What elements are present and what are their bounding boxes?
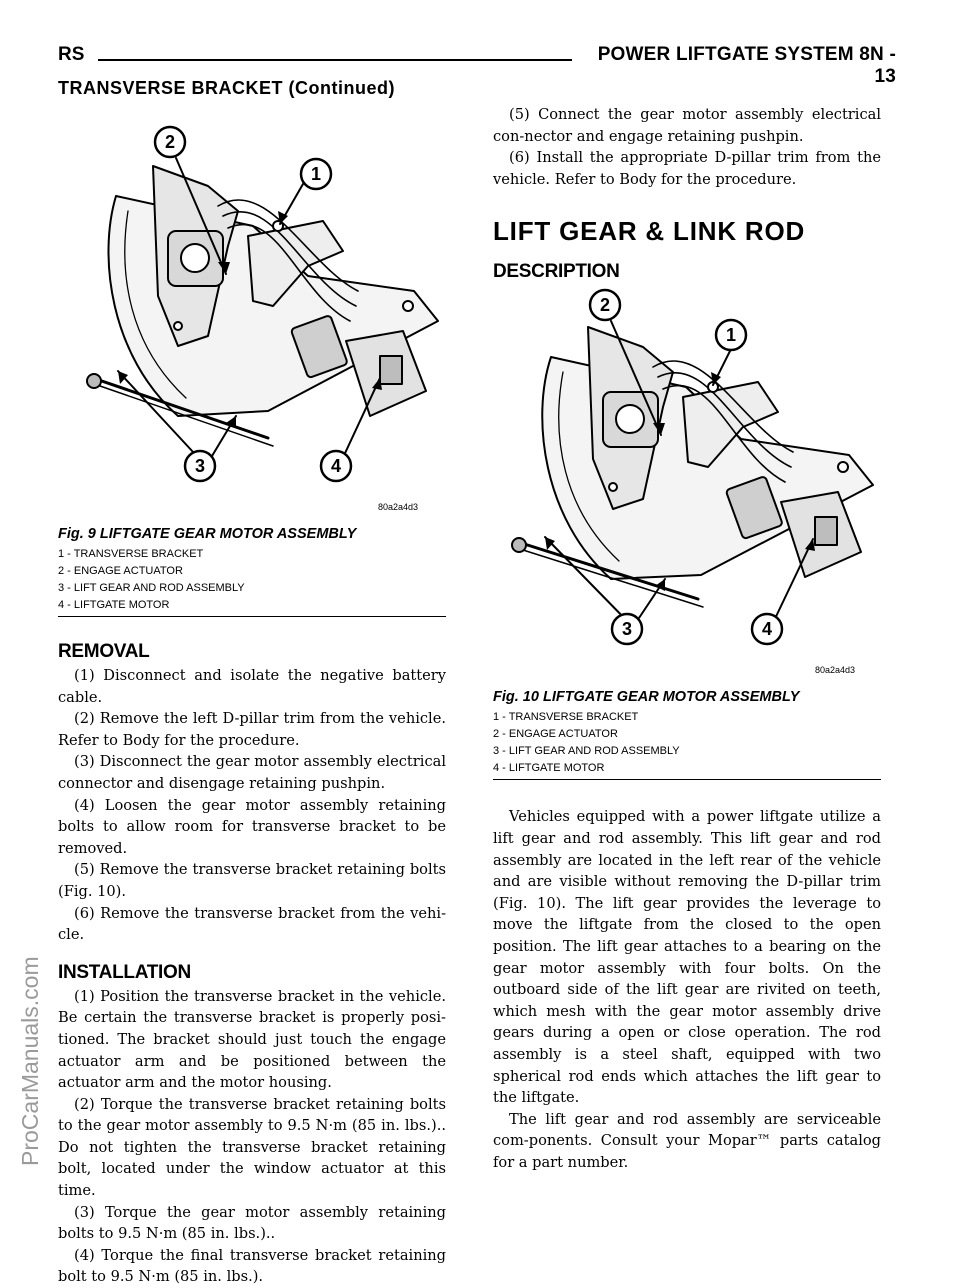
callout-2-label-fig10: 2 <box>599 295 611 316</box>
installation-step-continued: (6) Install the appropriate D-pillar trim from the vehicle. Refer to Body for the procedure. <box>493 149 881 188</box>
watermark-text: ProCarManuals.com <box>17 956 43 1166</box>
removal-heading: REMOVAL <box>58 641 150 662</box>
removal-step: (5) Remove the transverse bracket retaining bolts (Fig. 10). <box>58 861 446 900</box>
header-rule <box>98 59 572 61</box>
installation-step: (3) Torque the gear motor assembly retaining bolts to 9.5 N·m (85 in. lbs.).. <box>58 1203 446 1243</box>
callout-4-label-fig9: 4 <box>330 456 342 476</box>
installation-step: (4) Torque the final transverse bracket retaining bolt to 9.5 N·m (85 in. lbs.). <box>58 1246 446 1286</box>
legend-item: 1 - TRANSVERSE BRACKET <box>493 711 639 724</box>
removal-steps <box>58 665 446 946</box>
figure-code-fig10: 80a2a4d3 <box>815 665 856 676</box>
figure-9-rule <box>58 616 446 617</box>
gear-motor-illustration-fig9 <box>58 116 446 524</box>
legend-item: 1 - TRANSVERSE BRACKET <box>58 548 204 560</box>
figure-10-title: Fig. 10 LIFTGATE GEAR MOTOR ASSEMBLY <box>493 689 800 706</box>
continued-heading: TRANSVERSE BRACKET (Continued) <box>58 78 395 98</box>
description-paragraph: The lift gear and rod assembly are serviceable com-ponents. Consult your Mopar™ parts catalog for a part number. <box>493 1110 881 1171</box>
left-column <box>58 116 446 1288</box>
description-heading: DESCRIPTION <box>493 261 620 283</box>
removal-step: (3) Disconnect the gear motor assembly electrical connector and disengage retaining pushpin. <box>58 753 446 792</box>
callout-4-label-fig10: 4 <box>761 619 773 640</box>
removal-step: (6) Remove the transverse bracket from the vehi-cle. <box>58 904 446 944</box>
right-column <box>493 104 881 1173</box>
installation-heading: INSTALLATION <box>58 961 191 983</box>
installation-steps <box>58 986 446 1288</box>
legend-item: 2 - ENGAGE ACTUATOR <box>493 728 618 741</box>
callout-3-label-fig9: 3 <box>194 456 206 476</box>
callout-1-label-fig10: 1 <box>725 325 737 346</box>
header-section-code: RS <box>58 44 85 65</box>
figure-10-rule <box>493 779 881 780</box>
legend-item: 2 - ENGAGE ACTUATOR <box>58 565 183 577</box>
figure-10-legend <box>493 709 881 777</box>
watermark <box>8 610 48 1170</box>
figure-9-legend <box>58 546 446 614</box>
figure-10 <box>493 287 881 780</box>
callout-3-label-fig10: 3 <box>621 619 633 640</box>
header-title: POWER LIFTGATE SYSTEM 8N - 13 <box>597 44 896 87</box>
legend-item: 3 - LIFT GEAR AND ROD ASSEMBLY <box>493 745 680 758</box>
lift-gear-title: LIFT GEAR & LINK ROD <box>493 216 806 247</box>
removal-step: (4) Loosen the gear motor assembly retaining bolts to allow room for transverse bracket to be removed. <box>58 796 446 857</box>
installation-step: (1) Position the transverse bracket in the vehicle. Be certain the transverse bracket is properly posi-tioned. The bracket should just touch the engage actuator arm and be positioned between the actuator arm and the motor housing. <box>58 987 446 1092</box>
installation-step-continued: (5) Connect the gear motor assembly electrical con-nector and engage retaining pushpin. <box>493 106 881 145</box>
figure-code-fig9: 80a2a4d3 <box>378 502 419 512</box>
description-paragraph: Vehicles equipped with a power liftgate utilize a lift gear and rod assembly. This lift gear and rod assembly are located in the left rear of the vehicle and are visible without removing the D-pillar trim (Fig. 10). The lift gear provides the leverage to move the liftgate from the closed to the open position. The lift gear attaches to a bearing on the gear motor assembly with four bolts. On the outboard side of the lift gear are rivited on teeth, which mesh with the gear motor assembly drive gears during a open or close operation. The rod assembly is a steel shaft, equipped with two spherical rod ends which attaches the lift gear to the liftgate. <box>493 808 881 1107</box>
figure-9-title: Fig. 9 LIFTGATE GEAR MOTOR ASSEMBLY <box>58 526 357 542</box>
legend-item: 4 - LIFTGATE MOTOR <box>58 599 170 611</box>
installation-step: (2) Torque the transverse bracket retaining bolts to the gear motor assembly to 9.5 N·m (85 in. lbs.).. Do not tighten the transverse bracket retaining bolt, located under the window actuator at this time. <box>58 1095 446 1200</box>
gear-motor-illustration-fig10 <box>493 287 881 687</box>
description-body <box>493 806 881 1173</box>
legend-item: 3 - LIFT GEAR AND ROD ASSEMBLY <box>58 582 245 594</box>
removal-step: (2) Remove the left D-pillar trim from the vehicle. Refer to Body for the procedure. <box>58 710 446 749</box>
callout-1-label-fig9: 1 <box>310 164 322 184</box>
callout-2-label-fig9: 2 <box>164 132 176 152</box>
legend-item: 4 - LIFTGATE MOTOR <box>493 762 605 775</box>
figure-9 <box>58 116 446 617</box>
removal-step: (1) Disconnect and isolate the negative battery cable. <box>58 667 446 706</box>
